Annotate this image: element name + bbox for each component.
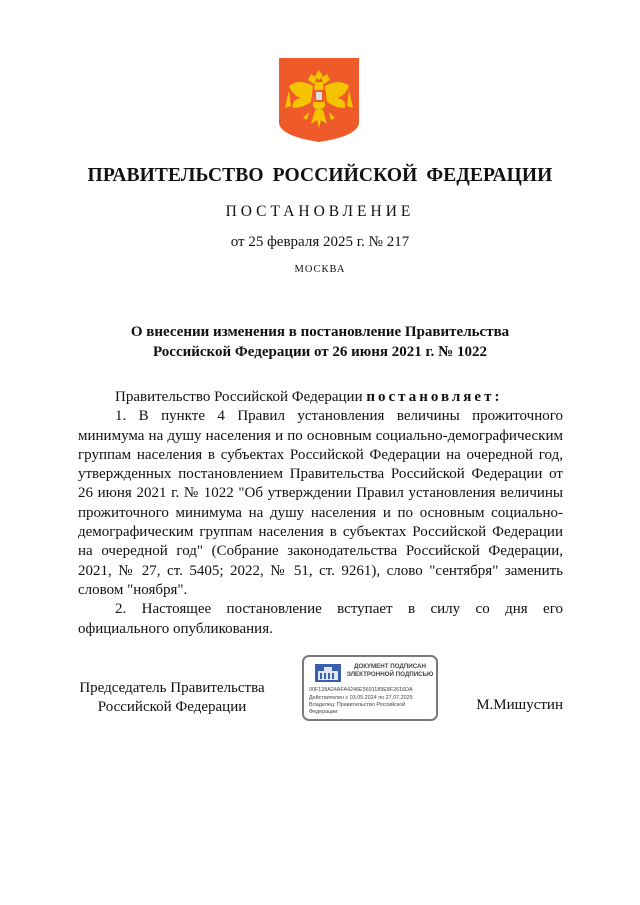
preamble-paragraph — [78, 388, 563, 407]
government-title: ПРАВИТЕЛЬСТВО РОССИЙСКОЙ ФЕДЕРАЦИИ — [87, 165, 553, 186]
preamble-text: Правительство Российской Федерации — [115, 389, 367, 405]
certificate-owner-line-2: Федерации — [309, 709, 338, 715]
government-building-icon — [314, 663, 342, 683]
resolves-word: постановляет: — [366, 389, 503, 405]
subject-line-1: О внесении изменения в постановление Правительства — [130, 324, 510, 340]
signer-position-line-1: Председатель Правительства — [79, 680, 265, 696]
document-subject — [100, 322, 540, 362]
stamp-title-line-2: ЭЛЕКТРОННОЙ ПОДПИСЬЮ — [346, 671, 434, 678]
electronic-signature-stamp — [302, 655, 438, 721]
city: МОСКВА — [294, 264, 346, 275]
signer-position — [72, 679, 272, 717]
stamp-title — [344, 663, 436, 679]
document-date-number: от 25 февраля 2025 г. № 217 — [230, 234, 410, 250]
signer-name: М.Мишустин — [476, 697, 563, 713]
coat-of-arms-emblem — [277, 56, 361, 144]
subject-line-2: Российской Федерации от 26 июня 2021 г. № 1022 — [153, 344, 487, 360]
document-type: ПОСТАНОВЛЕНИЕ — [225, 203, 415, 220]
item-2-paragraph: 2. Настоящее постановление вступает в силу со дня его официального опубликования. — [78, 601, 563, 637]
signer-position-line-2: Российской Федерации — [97, 699, 247, 715]
certificate-owner-line-1: Владелец: Правительство Российской — [309, 702, 406, 708]
document-body — [78, 388, 563, 639]
certificate-serial: 00F128A24AFA4246E5691189E8F2616DA — [309, 687, 413, 693]
stamp-title-line-1: ДОКУМЕНТ ПОДПИСАН — [354, 663, 426, 670]
item-1-paragraph: 1. В пункте 4 Правил установления величины прожиточного минимума на душу населения и по основным социально-демографическим группам населения в субъектах Российской Федерации на очередной год, утвержденных постановлением Правительства Российской Федерации от 26 июня 2021 г. № 1022 "Об утверждении Правил установления величины прожиточного минимума на душу населения и по основным социально-демографическим группам населения в субъектах Российской Федерации на очередной год" (Собрание законодательства Российской Федерации, 2021, № 27, ст. 5405; 2022, № 51, ст. 9261), слово "сентября" заменить словом "ноября". — [78, 408, 563, 598]
certificate-validity: Действителен с 03.05.2024 по 27.07.2025 — [309, 695, 413, 701]
